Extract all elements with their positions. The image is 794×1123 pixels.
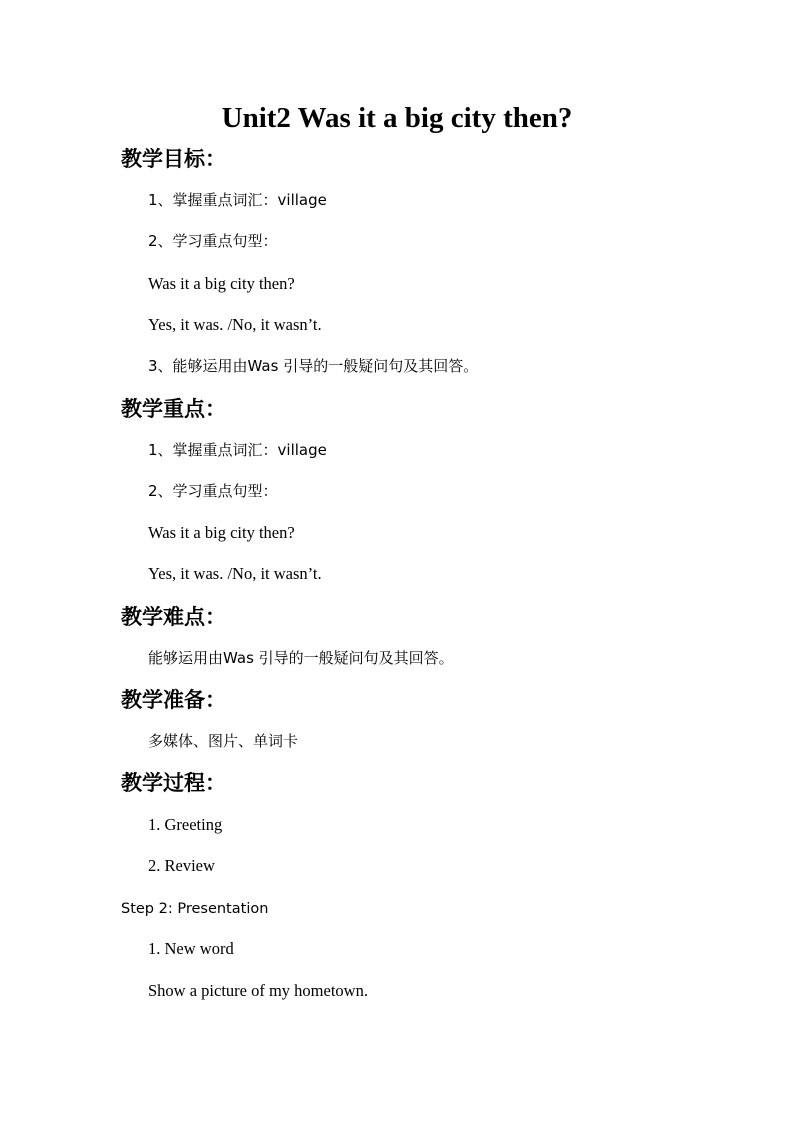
key-points-heading: 教学重点： bbox=[121, 397, 226, 421]
process-item-1: 1. Greeting bbox=[148, 815, 223, 834]
objectives-item-2: 2、学习重点句型： bbox=[148, 232, 278, 250]
process-step-2-text: Show a picture of my hometown. bbox=[148, 981, 368, 1000]
objectives-sentence-1: Was it a big city then? bbox=[148, 274, 295, 293]
key-points-item-1: 1、掌握重点词汇：village bbox=[148, 441, 327, 459]
process-heading: 教学过程： bbox=[121, 771, 226, 795]
process-step-2-item-1: 1. New word bbox=[148, 939, 234, 958]
page-title: Unit2 Was it a big city then? bbox=[221, 102, 573, 134]
difficulties-text: 能够运用由Was 引导的一般疑问句及其回答。 bbox=[148, 649, 454, 667]
objectives-sentence-2: Yes, it was. /No, it wasn’t. bbox=[148, 315, 322, 334]
key-points-sentence-1: Was it a big city then? bbox=[148, 523, 295, 542]
objectives-heading: 教学目标： bbox=[121, 147, 226, 171]
process-item-2: 2. Review bbox=[148, 856, 215, 875]
key-points-item-2: 2、学习重点句型： bbox=[148, 482, 278, 500]
preparation-heading: 教学准备： bbox=[121, 688, 226, 712]
difficulties-heading: 教学难点： bbox=[121, 605, 226, 629]
key-points-sentence-2: Yes, it was. /No, it wasn’t. bbox=[148, 564, 322, 583]
objectives-item-1: 1、掌握重点词汇：village bbox=[148, 191, 327, 209]
process-step-2-heading: Step 2: Presentation bbox=[121, 901, 269, 917]
objectives-item-3: 3、能够运用由Was 引导的一般疑问句及其回答。 bbox=[148, 357, 479, 375]
preparation-text: 多媒体、图片、单词卡 bbox=[148, 732, 299, 750]
